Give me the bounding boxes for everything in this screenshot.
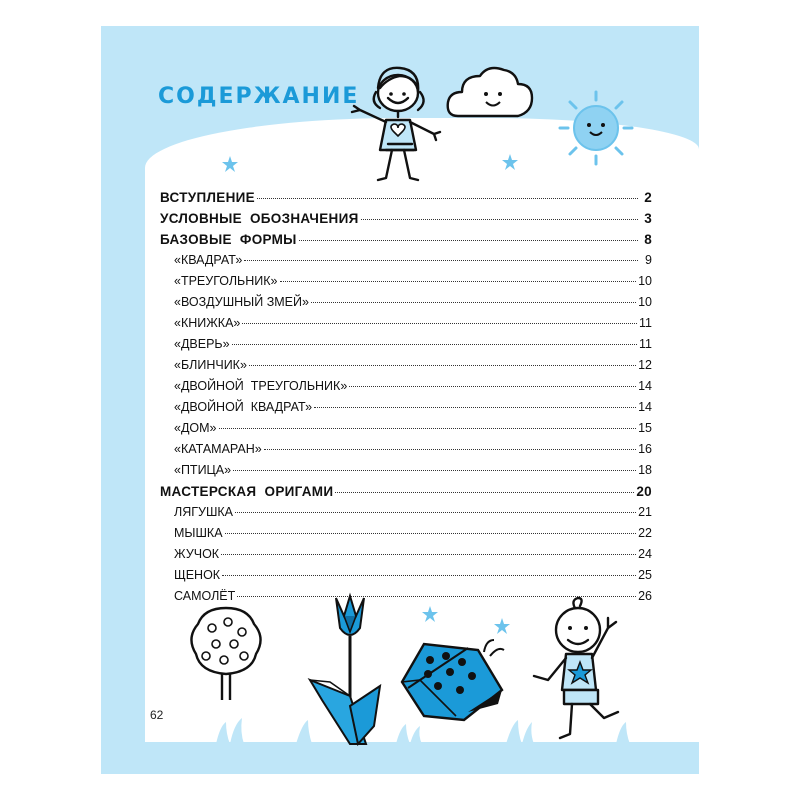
dot-leader (222, 575, 636, 576)
toc-entry-title: «КАТАМАРАН» (174, 442, 262, 456)
sun-icon (556, 88, 636, 168)
toc-entry-title: УСЛОВНЫЕ ОБОЗНАЧЕНИЯ (160, 211, 359, 226)
toc-entry-title: «БЛИНЧИК» (174, 358, 247, 372)
star-icon (222, 156, 238, 172)
dot-leader (219, 428, 637, 429)
dot-leader (235, 512, 636, 513)
toc-entry-title: «ДВОЙНОЙ КВАДРАТ» (174, 400, 313, 414)
toc-entry-title: «ВОЗДУШНЫЙ ЗМЕЙ» (174, 295, 309, 309)
toc-entry-title: «ДВОЙНОЙ ТРЕУГОЛЬНИК» (174, 379, 348, 393)
toc-entry-title: «КВАДРАТ» (174, 253, 243, 267)
toc-entry (160, 190, 652, 211)
toc-entry-title: МЫШКА (174, 526, 223, 540)
toc-entry (160, 505, 652, 526)
toc-entry (160, 253, 652, 274)
toc-entry-page: 25 (638, 568, 652, 582)
toc-entry-page: 10 (638, 295, 652, 309)
toc-entry (160, 547, 652, 568)
toc-entry-page: 3 (644, 211, 652, 226)
toc-entry-page: 16 (638, 442, 652, 456)
dot-leader (244, 260, 638, 261)
toc-entry-title: «ДОМ» (174, 421, 217, 435)
toc-entry-title: «ДВЕРЬ» (174, 337, 230, 351)
dot-leader (249, 365, 636, 366)
toc-entry-page: 2 (644, 190, 652, 205)
toc-entry (160, 568, 652, 589)
toc-entry-title: «ПТИЦА» (174, 463, 232, 477)
dot-leader (299, 240, 638, 241)
toc-entry (160, 295, 652, 316)
toc-entry-page: 14 (638, 379, 652, 393)
toc-entry-title: «ТРЕУГОЛЬНИК» (174, 274, 278, 288)
toc-entry (160, 442, 652, 463)
toc-entry (160, 232, 652, 253)
dot-leader (335, 492, 634, 493)
star-icon (502, 154, 518, 170)
toc-entry (160, 400, 652, 421)
dot-leader (257, 198, 638, 199)
toc-entry (160, 211, 652, 232)
dot-leader (225, 533, 637, 534)
toc-entry-page: 22 (638, 526, 652, 540)
toc-entry-title: ЖУЧОК (174, 547, 220, 561)
toc-entry-page: 12 (638, 358, 652, 372)
dot-leader (311, 302, 636, 303)
toc-entry (160, 463, 652, 484)
toc-entry-page: 9 (645, 253, 652, 267)
toc-entry-page: 11 (639, 337, 652, 351)
tree-icon (186, 604, 266, 704)
dot-leader (349, 386, 636, 387)
toc-entry-title: ЩЕНОК (174, 568, 221, 582)
dot-leader (232, 344, 637, 345)
toc-entry (160, 379, 652, 400)
toc-entry-title: МАСТЕРСКАЯ ОРИГАМИ (160, 484, 334, 499)
toc-entry-page: 10 (638, 274, 652, 288)
toc-entry-page: 11 (639, 316, 652, 330)
toc-entry (160, 358, 652, 379)
toc-entry-title: «КНИЖКА» (174, 316, 241, 330)
toc-entry-page: 20 (636, 484, 652, 499)
girl-doodle-icon (338, 58, 448, 188)
dot-leader (264, 449, 636, 450)
dot-leader (221, 554, 636, 555)
dot-leader (242, 323, 637, 324)
toc-entry (160, 484, 652, 505)
star-icon (494, 618, 510, 634)
toc-entry (160, 316, 652, 337)
toc-entry-title: ВСТУПЛЕНИЕ (160, 190, 255, 205)
page-number: 62 (150, 708, 164, 722)
toc-entry (160, 274, 652, 295)
cloud-icon (444, 66, 544, 126)
dot-leader (314, 407, 636, 408)
toc-entry-page: 14 (638, 400, 652, 414)
toc-entry-title: САМОЛЁТ (174, 589, 236, 603)
grass-icon (186, 696, 666, 744)
page-title: СОДЕРЖАНИЕ (158, 84, 360, 109)
dot-leader (233, 470, 636, 471)
toc-entry-title: БАЗОВЫЕ ФОРМЫ (160, 232, 297, 247)
toc-entry (160, 337, 652, 358)
toc-entry-page: 24 (638, 547, 652, 561)
toc-entry-page: 18 (638, 463, 652, 477)
toc-entry-page: 21 (638, 505, 652, 519)
toc-entry-page: 15 (638, 421, 652, 435)
toc-entry (160, 526, 652, 547)
toc-entry-page: 26 (638, 589, 652, 603)
toc-entry-page: 8 (644, 232, 652, 247)
table-of-contents (160, 190, 652, 610)
toc-entry-title: ЛЯГУШКА (174, 505, 234, 519)
toc-entry (160, 421, 652, 442)
dot-leader (361, 219, 638, 220)
dot-leader (280, 281, 637, 282)
